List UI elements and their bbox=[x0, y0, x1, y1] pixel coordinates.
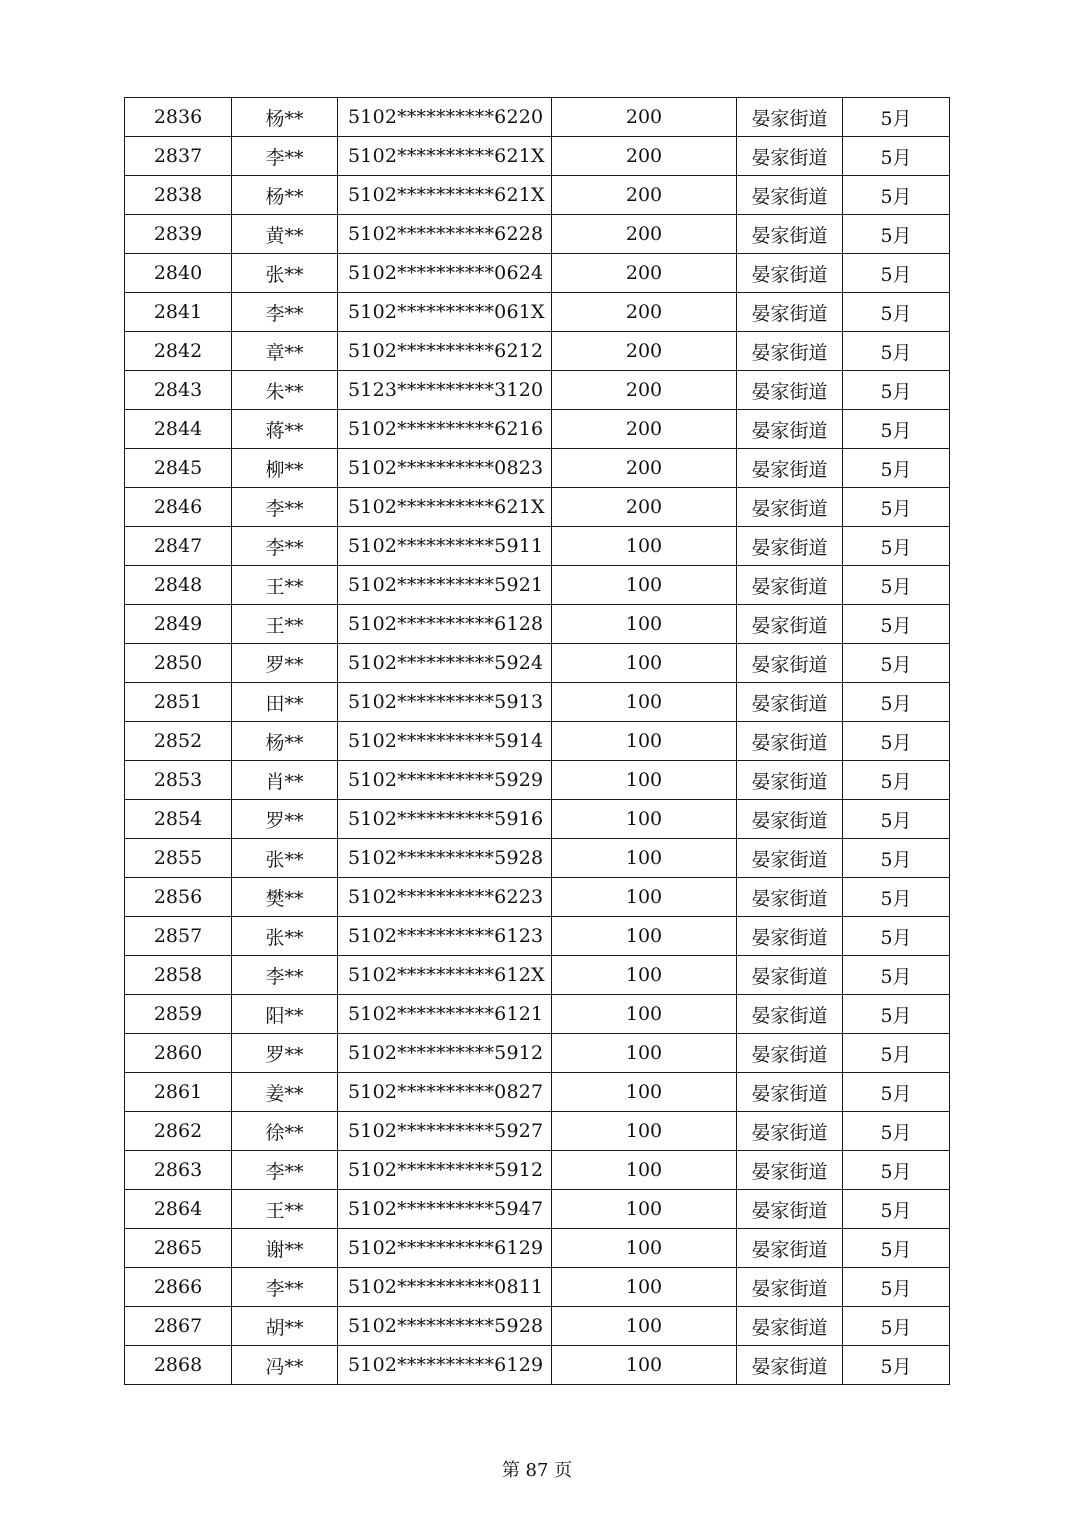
table-row bbox=[125, 1346, 950, 1385]
cell-number: 2838 bbox=[125, 176, 232, 215]
table-row bbox=[125, 1112, 950, 1151]
cell-id-number: 5102**********5927 bbox=[338, 1112, 552, 1151]
cell-id-number: 5102**********621X bbox=[338, 137, 552, 176]
cell-number: 2861 bbox=[125, 1073, 232, 1112]
cell-number: 2836 bbox=[125, 98, 232, 137]
cell-month: 5月 bbox=[843, 722, 950, 761]
cell-subdistrict: 晏家街道 bbox=[737, 1268, 843, 1307]
cell-month: 5月 bbox=[843, 449, 950, 488]
table-row bbox=[125, 956, 950, 995]
table-row bbox=[125, 1307, 950, 1346]
cell-subdistrict: 晏家街道 bbox=[737, 995, 843, 1034]
cell-number: 2842 bbox=[125, 332, 232, 371]
cell-amount: 100 bbox=[552, 566, 737, 605]
cell-subdistrict: 晏家街道 bbox=[737, 956, 843, 995]
cell-month: 5月 bbox=[843, 254, 950, 293]
cell-amount: 100 bbox=[552, 722, 737, 761]
cell-name: 李** bbox=[232, 956, 338, 995]
cell-month: 5月 bbox=[843, 1151, 950, 1190]
cell-name: 李** bbox=[232, 293, 338, 332]
cell-name: 王** bbox=[232, 566, 338, 605]
table-row bbox=[125, 800, 950, 839]
cell-name: 杨** bbox=[232, 176, 338, 215]
cell-id-number: 5102**********612X bbox=[338, 956, 552, 995]
table-row bbox=[125, 488, 950, 527]
cell-name: 姜** bbox=[232, 1073, 338, 1112]
table-row bbox=[125, 761, 950, 800]
cell-amount: 100 bbox=[552, 1346, 737, 1385]
cell-number: 2844 bbox=[125, 410, 232, 449]
cell-name: 张** bbox=[232, 917, 338, 956]
cell-name: 蒋** bbox=[232, 410, 338, 449]
cell-subdistrict: 晏家街道 bbox=[737, 488, 843, 527]
cell-number: 2867 bbox=[125, 1307, 232, 1346]
cell-number: 2850 bbox=[125, 644, 232, 683]
cell-name: 胡** bbox=[232, 1307, 338, 1346]
cell-id-number: 5102**********5928 bbox=[338, 839, 552, 878]
cell-name: 罗** bbox=[232, 800, 338, 839]
cell-name: 罗** bbox=[232, 644, 338, 683]
cell-number: 2851 bbox=[125, 683, 232, 722]
cell-amount: 200 bbox=[552, 176, 737, 215]
table-row bbox=[125, 410, 950, 449]
cell-amount: 200 bbox=[552, 137, 737, 176]
cell-month: 5月 bbox=[843, 917, 950, 956]
cell-amount: 200 bbox=[552, 332, 737, 371]
cell-name: 徐** bbox=[232, 1112, 338, 1151]
cell-number: 2843 bbox=[125, 371, 232, 410]
cell-number: 2846 bbox=[125, 488, 232, 527]
cell-amount: 100 bbox=[552, 644, 737, 683]
cell-id-number: 5102**********6228 bbox=[338, 215, 552, 254]
cell-number: 2862 bbox=[125, 1112, 232, 1151]
cell-month: 5月 bbox=[843, 98, 950, 137]
cell-id-number: 5102**********0823 bbox=[338, 449, 552, 488]
cell-month: 5月 bbox=[843, 605, 950, 644]
cell-subdistrict: 晏家街道 bbox=[737, 215, 843, 254]
cell-month: 5月 bbox=[843, 176, 950, 215]
cell-name: 肖** bbox=[232, 761, 338, 800]
cell-id-number: 5102**********6223 bbox=[338, 878, 552, 917]
cell-amount: 100 bbox=[552, 1073, 737, 1112]
cell-name: 杨** bbox=[232, 722, 338, 761]
cell-month: 5月 bbox=[843, 683, 950, 722]
cell-number: 2858 bbox=[125, 956, 232, 995]
cell-month: 5月 bbox=[843, 332, 950, 371]
cell-subdistrict: 晏家街道 bbox=[737, 683, 843, 722]
cell-name: 田** bbox=[232, 683, 338, 722]
table-row bbox=[125, 917, 950, 956]
cell-number: 2853 bbox=[125, 761, 232, 800]
cell-amount: 100 bbox=[552, 1229, 737, 1268]
cell-month: 5月 bbox=[843, 878, 950, 917]
table-row bbox=[125, 605, 950, 644]
page-number: 第 87 页 bbox=[501, 1460, 573, 1481]
cell-amount: 100 bbox=[552, 1307, 737, 1346]
cell-number: 2868 bbox=[125, 1346, 232, 1385]
cell-number: 2857 bbox=[125, 917, 232, 956]
cell-month: 5月 bbox=[843, 410, 950, 449]
cell-name: 罗** bbox=[232, 1034, 338, 1073]
cell-number: 2837 bbox=[125, 137, 232, 176]
table-row bbox=[125, 1190, 950, 1229]
cell-month: 5月 bbox=[843, 1229, 950, 1268]
cell-id-number: 5102**********5914 bbox=[338, 722, 552, 761]
cell-amount: 100 bbox=[552, 878, 737, 917]
cell-id-number: 5102**********6220 bbox=[338, 98, 552, 137]
cell-amount: 100 bbox=[552, 1190, 737, 1229]
cell-month: 5月 bbox=[843, 1034, 950, 1073]
cell-amount: 200 bbox=[552, 410, 737, 449]
table-row bbox=[125, 995, 950, 1034]
cell-number: 2845 bbox=[125, 449, 232, 488]
cell-subdistrict: 晏家街道 bbox=[737, 761, 843, 800]
cell-subdistrict: 晏家街道 bbox=[737, 293, 843, 332]
cell-name: 柳** bbox=[232, 449, 338, 488]
cell-number: 2840 bbox=[125, 254, 232, 293]
cell-subdistrict: 晏家街道 bbox=[737, 1346, 843, 1385]
cell-number: 2859 bbox=[125, 995, 232, 1034]
cell-subdistrict: 晏家街道 bbox=[737, 566, 843, 605]
cell-name: 李** bbox=[232, 137, 338, 176]
table-row bbox=[125, 566, 950, 605]
cell-month: 5月 bbox=[843, 644, 950, 683]
cell-subdistrict: 晏家街道 bbox=[737, 1190, 843, 1229]
table-row bbox=[125, 1268, 950, 1307]
cell-month: 5月 bbox=[843, 800, 950, 839]
cell-subdistrict: 晏家街道 bbox=[737, 644, 843, 683]
cell-number: 2855 bbox=[125, 839, 232, 878]
cell-id-number: 5102**********5911 bbox=[338, 527, 552, 566]
cell-id-number: 5102**********0624 bbox=[338, 254, 552, 293]
cell-name: 李** bbox=[232, 527, 338, 566]
cell-name: 张** bbox=[232, 839, 338, 878]
table-body bbox=[125, 98, 950, 1385]
cell-amount: 200 bbox=[552, 254, 737, 293]
table-row bbox=[125, 1073, 950, 1112]
cell-id-number: 5102**********6129 bbox=[338, 1229, 552, 1268]
table-row bbox=[125, 683, 950, 722]
cell-id-number: 5102**********6123 bbox=[338, 917, 552, 956]
cell-amount: 200 bbox=[552, 449, 737, 488]
cell-number: 2863 bbox=[125, 1151, 232, 1190]
cell-month: 5月 bbox=[843, 1307, 950, 1346]
cell-name: 张** bbox=[232, 254, 338, 293]
cell-amount: 100 bbox=[552, 839, 737, 878]
cell-subdistrict: 晏家街道 bbox=[737, 137, 843, 176]
table-row bbox=[125, 449, 950, 488]
cell-amount: 100 bbox=[552, 995, 737, 1034]
cell-id-number: 5102**********5912 bbox=[338, 1151, 552, 1190]
cell-name: 冯** bbox=[232, 1346, 338, 1385]
cell-number: 2839 bbox=[125, 215, 232, 254]
cell-number: 2849 bbox=[125, 605, 232, 644]
table-row bbox=[125, 371, 950, 410]
cell-amount: 100 bbox=[552, 761, 737, 800]
cell-amount: 100 bbox=[552, 1151, 737, 1190]
cell-amount: 100 bbox=[552, 1034, 737, 1073]
cell-amount: 100 bbox=[552, 800, 737, 839]
table-row bbox=[125, 176, 950, 215]
cell-name: 李** bbox=[232, 488, 338, 527]
cell-subdistrict: 晏家街道 bbox=[737, 1307, 843, 1346]
cell-month: 5月 bbox=[843, 956, 950, 995]
table-row bbox=[125, 332, 950, 371]
cell-number: 2856 bbox=[125, 878, 232, 917]
cell-month: 5月 bbox=[843, 995, 950, 1034]
cell-subdistrict: 晏家街道 bbox=[737, 1229, 843, 1268]
cell-amount: 200 bbox=[552, 488, 737, 527]
cell-subdistrict: 晏家街道 bbox=[737, 878, 843, 917]
table-row bbox=[125, 1229, 950, 1268]
cell-id-number: 5102**********5929 bbox=[338, 761, 552, 800]
cell-number: 2854 bbox=[125, 800, 232, 839]
cell-amount: 100 bbox=[552, 956, 737, 995]
cell-id-number: 5102**********5916 bbox=[338, 800, 552, 839]
cell-month: 5月 bbox=[843, 839, 950, 878]
cell-subdistrict: 晏家街道 bbox=[737, 722, 843, 761]
cell-number: 2865 bbox=[125, 1229, 232, 1268]
cell-amount: 200 bbox=[552, 215, 737, 254]
cell-id-number: 5102**********5924 bbox=[338, 644, 552, 683]
cell-id-number: 5102**********5913 bbox=[338, 683, 552, 722]
subsidy-table bbox=[124, 97, 950, 1385]
cell-subdistrict: 晏家街道 bbox=[737, 176, 843, 215]
cell-name: 谢** bbox=[232, 1229, 338, 1268]
cell-id-number: 5102**********5912 bbox=[338, 1034, 552, 1073]
cell-id-number: 5102**********0827 bbox=[338, 1073, 552, 1112]
cell-id-number: 5102**********0811 bbox=[338, 1268, 552, 1307]
cell-id-number: 5102**********061X bbox=[338, 293, 552, 332]
cell-subdistrict: 晏家街道 bbox=[737, 449, 843, 488]
table-row bbox=[125, 98, 950, 137]
cell-amount: 200 bbox=[552, 371, 737, 410]
cell-month: 5月 bbox=[843, 137, 950, 176]
cell-name: 李** bbox=[232, 1268, 338, 1307]
cell-amount: 100 bbox=[552, 1112, 737, 1151]
cell-subdistrict: 晏家街道 bbox=[737, 917, 843, 956]
cell-subdistrict: 晏家街道 bbox=[737, 1034, 843, 1073]
cell-amount: 100 bbox=[552, 605, 737, 644]
table-row bbox=[125, 215, 950, 254]
cell-month: 5月 bbox=[843, 566, 950, 605]
cell-subdistrict: 晏家街道 bbox=[737, 371, 843, 410]
cell-id-number: 5102**********5921 bbox=[338, 566, 552, 605]
table-row bbox=[125, 527, 950, 566]
cell-month: 5月 bbox=[843, 1268, 950, 1307]
cell-month: 5月 bbox=[843, 488, 950, 527]
cell-subdistrict: 晏家街道 bbox=[737, 254, 843, 293]
cell-month: 5月 bbox=[843, 761, 950, 800]
table-row bbox=[125, 839, 950, 878]
cell-name: 王** bbox=[232, 1190, 338, 1229]
cell-month: 5月 bbox=[843, 527, 950, 566]
cell-number: 2847 bbox=[125, 527, 232, 566]
cell-id-number: 5123**********3120 bbox=[338, 371, 552, 410]
cell-name: 樊** bbox=[232, 878, 338, 917]
cell-subdistrict: 晏家街道 bbox=[737, 1073, 843, 1112]
cell-subdistrict: 晏家街道 bbox=[737, 1112, 843, 1151]
cell-month: 5月 bbox=[843, 1346, 950, 1385]
cell-amount: 100 bbox=[552, 917, 737, 956]
cell-number: 2866 bbox=[125, 1268, 232, 1307]
cell-subdistrict: 晏家街道 bbox=[737, 410, 843, 449]
cell-number: 2864 bbox=[125, 1190, 232, 1229]
cell-month: 5月 bbox=[843, 371, 950, 410]
cell-subdistrict: 晏家街道 bbox=[737, 605, 843, 644]
cell-number: 2841 bbox=[125, 293, 232, 332]
cell-number: 2848 bbox=[125, 566, 232, 605]
cell-subdistrict: 晏家街道 bbox=[737, 1151, 843, 1190]
cell-subdistrict: 晏家街道 bbox=[737, 527, 843, 566]
table-row bbox=[125, 137, 950, 176]
table-row bbox=[125, 1034, 950, 1073]
cell-id-number: 5102**********6129 bbox=[338, 1346, 552, 1385]
cell-subdistrict: 晏家街道 bbox=[737, 332, 843, 371]
cell-name: 李** bbox=[232, 1151, 338, 1190]
cell-subdistrict: 晏家街道 bbox=[737, 839, 843, 878]
cell-number: 2860 bbox=[125, 1034, 232, 1073]
cell-name: 杨** bbox=[232, 98, 338, 137]
cell-amount: 100 bbox=[552, 1268, 737, 1307]
cell-name: 章** bbox=[232, 332, 338, 371]
cell-amount: 100 bbox=[552, 683, 737, 722]
cell-id-number: 5102**********5947 bbox=[338, 1190, 552, 1229]
table-row bbox=[125, 644, 950, 683]
table-row bbox=[125, 878, 950, 917]
cell-id-number: 5102**********6128 bbox=[338, 605, 552, 644]
cell-name: 阳** bbox=[232, 995, 338, 1034]
table-row bbox=[125, 1151, 950, 1190]
cell-month: 5月 bbox=[843, 293, 950, 332]
cell-name: 王** bbox=[232, 605, 338, 644]
table-row bbox=[125, 293, 950, 332]
table-row bbox=[125, 722, 950, 761]
cell-name: 朱** bbox=[232, 371, 338, 410]
cell-id-number: 5102**********6212 bbox=[338, 332, 552, 371]
cell-month: 5月 bbox=[843, 1190, 950, 1229]
cell-id-number: 5102**********6121 bbox=[338, 995, 552, 1034]
cell-id-number: 5102**********6216 bbox=[338, 410, 552, 449]
cell-id-number: 5102**********5928 bbox=[338, 1307, 552, 1346]
cell-id-number: 5102**********621X bbox=[338, 488, 552, 527]
cell-name: 黄** bbox=[232, 215, 338, 254]
cell-id-number: 5102**********621X bbox=[338, 176, 552, 215]
cell-amount: 100 bbox=[552, 527, 737, 566]
cell-number: 2852 bbox=[125, 722, 232, 761]
cell-month: 5月 bbox=[843, 215, 950, 254]
cell-month: 5月 bbox=[843, 1073, 950, 1112]
cell-subdistrict: 晏家街道 bbox=[737, 98, 843, 137]
cell-month: 5月 bbox=[843, 1112, 950, 1151]
cell-amount: 200 bbox=[552, 98, 737, 137]
table-row bbox=[125, 254, 950, 293]
cell-subdistrict: 晏家街道 bbox=[737, 800, 843, 839]
cell-amount: 200 bbox=[552, 293, 737, 332]
